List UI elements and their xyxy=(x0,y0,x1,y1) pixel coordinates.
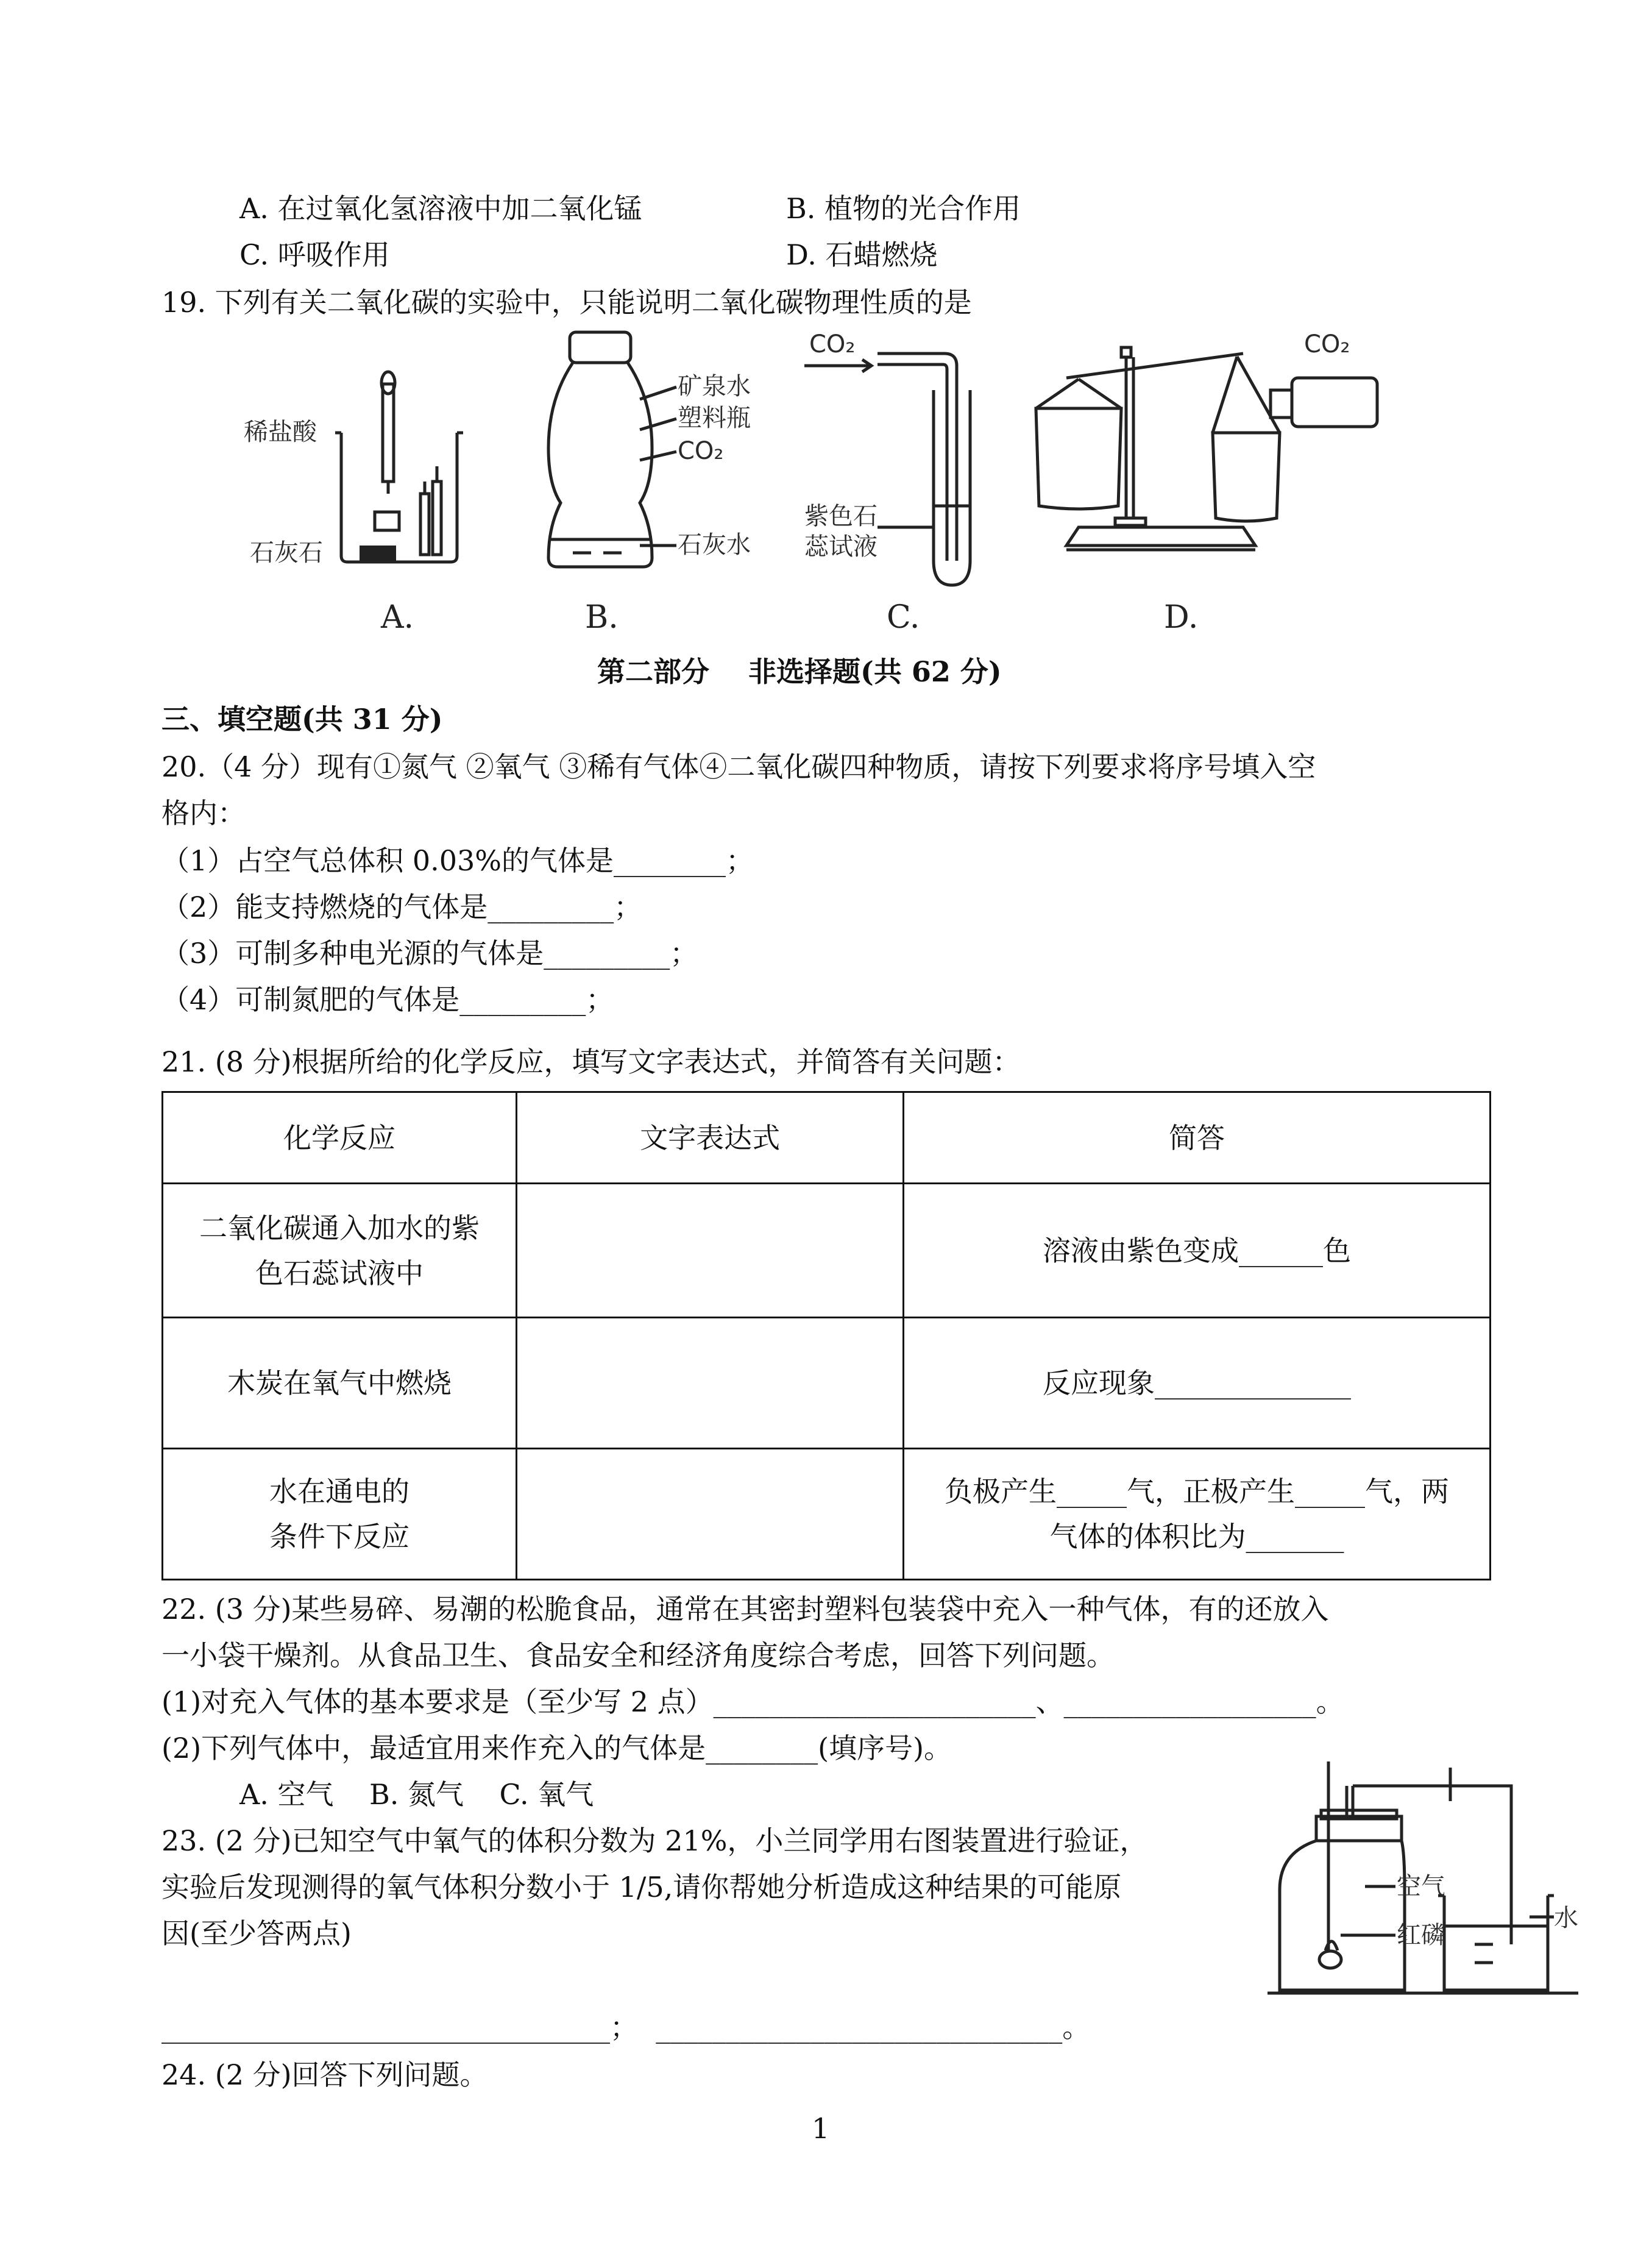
figure-a-label-limestone: 石灰石 xyxy=(250,539,323,567)
row3-answer-line1: 负极产生_____气，正极产生_____气，两 xyxy=(945,1475,1450,1508)
section3-title: 三、填空题(共 31 分) xyxy=(161,703,443,736)
q21-stem: 21. (8 分)根据所给的化学反应，填写文字表达式，并简答有关问题： xyxy=(161,1045,1021,1078)
figure-c-label-litmus-1: 紫色石 xyxy=(804,502,878,530)
q22-line4: (2)下列气体中，最适宜用来作充入的气体是________(填序号)。 xyxy=(161,1732,952,1765)
q19-stem: 19. 下列有关二氧化碳的实验中，只能说明二氧化碳物理性质的是 xyxy=(161,286,972,319)
q23-line3: 因(至少答两点) xyxy=(161,1917,352,1950)
q22-line2: 一小袋干燥剂。从食品卫生、食品安全和经济角度综合考虑，回答下列问题。 xyxy=(161,1639,1115,1672)
q20-stem-line2: 格内： xyxy=(161,797,246,830)
q23-label-red-phosphorus: 红磷 xyxy=(1397,1921,1445,1949)
q24-stem: 24. (2 分)回答下列问题。 xyxy=(161,2058,488,2091)
q22-line3: (1)对充入气体的基本要求是（至少写 2 点）_______________________、__________________。 xyxy=(161,1685,1344,1718)
header-reaction: 化学反应 xyxy=(163,1092,517,1184)
row2-reaction-line1: 木炭在氧气中燃烧 xyxy=(227,1367,452,1399)
q20-stem-line1: 20.（4 分）现有①氮气 ②氧气 ③稀有气体④二氧化碳四种物质，请按下列要求将序号填入空 xyxy=(161,750,1316,783)
row1-reaction-line1: 二氧化碳通入加水的紫 xyxy=(199,1211,480,1245)
header-expression: 文字表达式 xyxy=(517,1092,904,1184)
row1-reaction xyxy=(163,1184,517,1318)
q23-line1: 23. (2 分)已知空气中氧气的体积分数为 21%，小兰同学用右图装置进行验证， xyxy=(161,1824,1148,1857)
figure-c-test-tube xyxy=(804,329,987,643)
q23-label-water: 水 xyxy=(1554,1904,1578,1932)
header-answer: 简答 xyxy=(904,1092,1491,1184)
figure-b-label-mineral-water: 矿泉水 xyxy=(678,372,751,400)
q18-option-c: C. 呼吸作用 xyxy=(239,238,390,271)
figure-c-label-litmus-2: 蕊试液 xyxy=(804,533,878,561)
q23-label-air: 空气 xyxy=(1397,1872,1445,1900)
q20-item-4: （4）可制氮肥的气体是_________； xyxy=(161,983,614,1016)
q23-line2: 实验后发现测得的氧气体积分数小于 1/5,请你帮她分析造成这种结果的可能原 xyxy=(161,1871,1122,1904)
row2-reaction xyxy=(163,1318,517,1449)
q23-apparatus-figure xyxy=(1268,1749,1584,2005)
row3-reaction-line1: 水在通电的 xyxy=(269,1475,410,1508)
q20-item-3: （3）可制多种电光源的气体是_________； xyxy=(161,937,698,970)
figure-b-label-co2: CO₂ xyxy=(678,437,724,465)
figure-b-bottle xyxy=(536,326,756,643)
row3-reaction-line2: 条件下反应 xyxy=(269,1520,410,1553)
figure-d-balance xyxy=(1018,329,1395,643)
figure-a-label-hcl: 稀盐酸 xyxy=(244,418,317,446)
row3-answer xyxy=(904,1449,1491,1580)
row2-answer xyxy=(904,1318,1491,1449)
row1-answer-line1: 溶液由紫色变成______色 xyxy=(1043,1234,1352,1267)
q22-options: A. 空气 B. 氮气 C. 氧气 xyxy=(239,1778,594,1811)
row2-answer-line1: 反应现象______________ xyxy=(1043,1367,1352,1399)
table-header-row xyxy=(163,1092,1491,1184)
table-row xyxy=(163,1184,1491,1318)
figure-c-caption: C. xyxy=(887,599,920,636)
part2-title: 第二部分 非选择题(共 62 分) xyxy=(597,655,1002,688)
q18-option-b: B. 植物的光合作用 xyxy=(786,192,1021,225)
row1-answer xyxy=(904,1184,1491,1318)
figure-b-label-plastic-bottle: 塑料瓶 xyxy=(678,404,751,432)
row1-expression-cell[interactable] xyxy=(517,1184,904,1318)
q20-item-1: （1）占空气总体积 0.03%的气体是________； xyxy=(161,844,754,877)
q18-option-d: D. 石蜡燃烧 xyxy=(786,238,938,271)
row2-expression-cell[interactable] xyxy=(517,1318,904,1449)
figure-b-label-limewater: 石灰水 xyxy=(678,531,751,559)
page-number: 1 xyxy=(812,2112,830,2145)
q20-item-2: （2）能支持燃烧的气体是_________； xyxy=(161,890,642,923)
figure-b-caption: B. xyxy=(585,599,619,636)
row3-reaction xyxy=(163,1449,517,1580)
figure-d-label-co2: CO₂ xyxy=(1304,330,1350,358)
q22-line1: 22. (3 分)某些易碎、易潮的松脆食品，通常在其密封塑料包装袋中充入一种气体，有的还放入 xyxy=(161,1593,1329,1626)
row3-answer-line2: 气体的体积比为_______ xyxy=(1049,1520,1344,1553)
q18-option-a: A. 在过氧化氢溶液中加二氧化锰 xyxy=(239,192,642,225)
figure-c-label-co2: CO₂ xyxy=(809,330,856,358)
figure-a-caption: A. xyxy=(381,599,414,636)
figure-a-beaker xyxy=(244,335,475,640)
q21-reaction-table xyxy=(161,1091,1491,1580)
row3-expression-cell[interactable] xyxy=(517,1449,904,1580)
figure-d-caption: D. xyxy=(1164,599,1199,636)
table-row xyxy=(163,1318,1491,1449)
q23-answer-line[interactable]: ________________________________； _____________________________。 xyxy=(161,2011,1091,2044)
table-row xyxy=(163,1449,1491,1580)
row1-reaction-line2: 色石蕊试液中 xyxy=(255,1256,424,1290)
